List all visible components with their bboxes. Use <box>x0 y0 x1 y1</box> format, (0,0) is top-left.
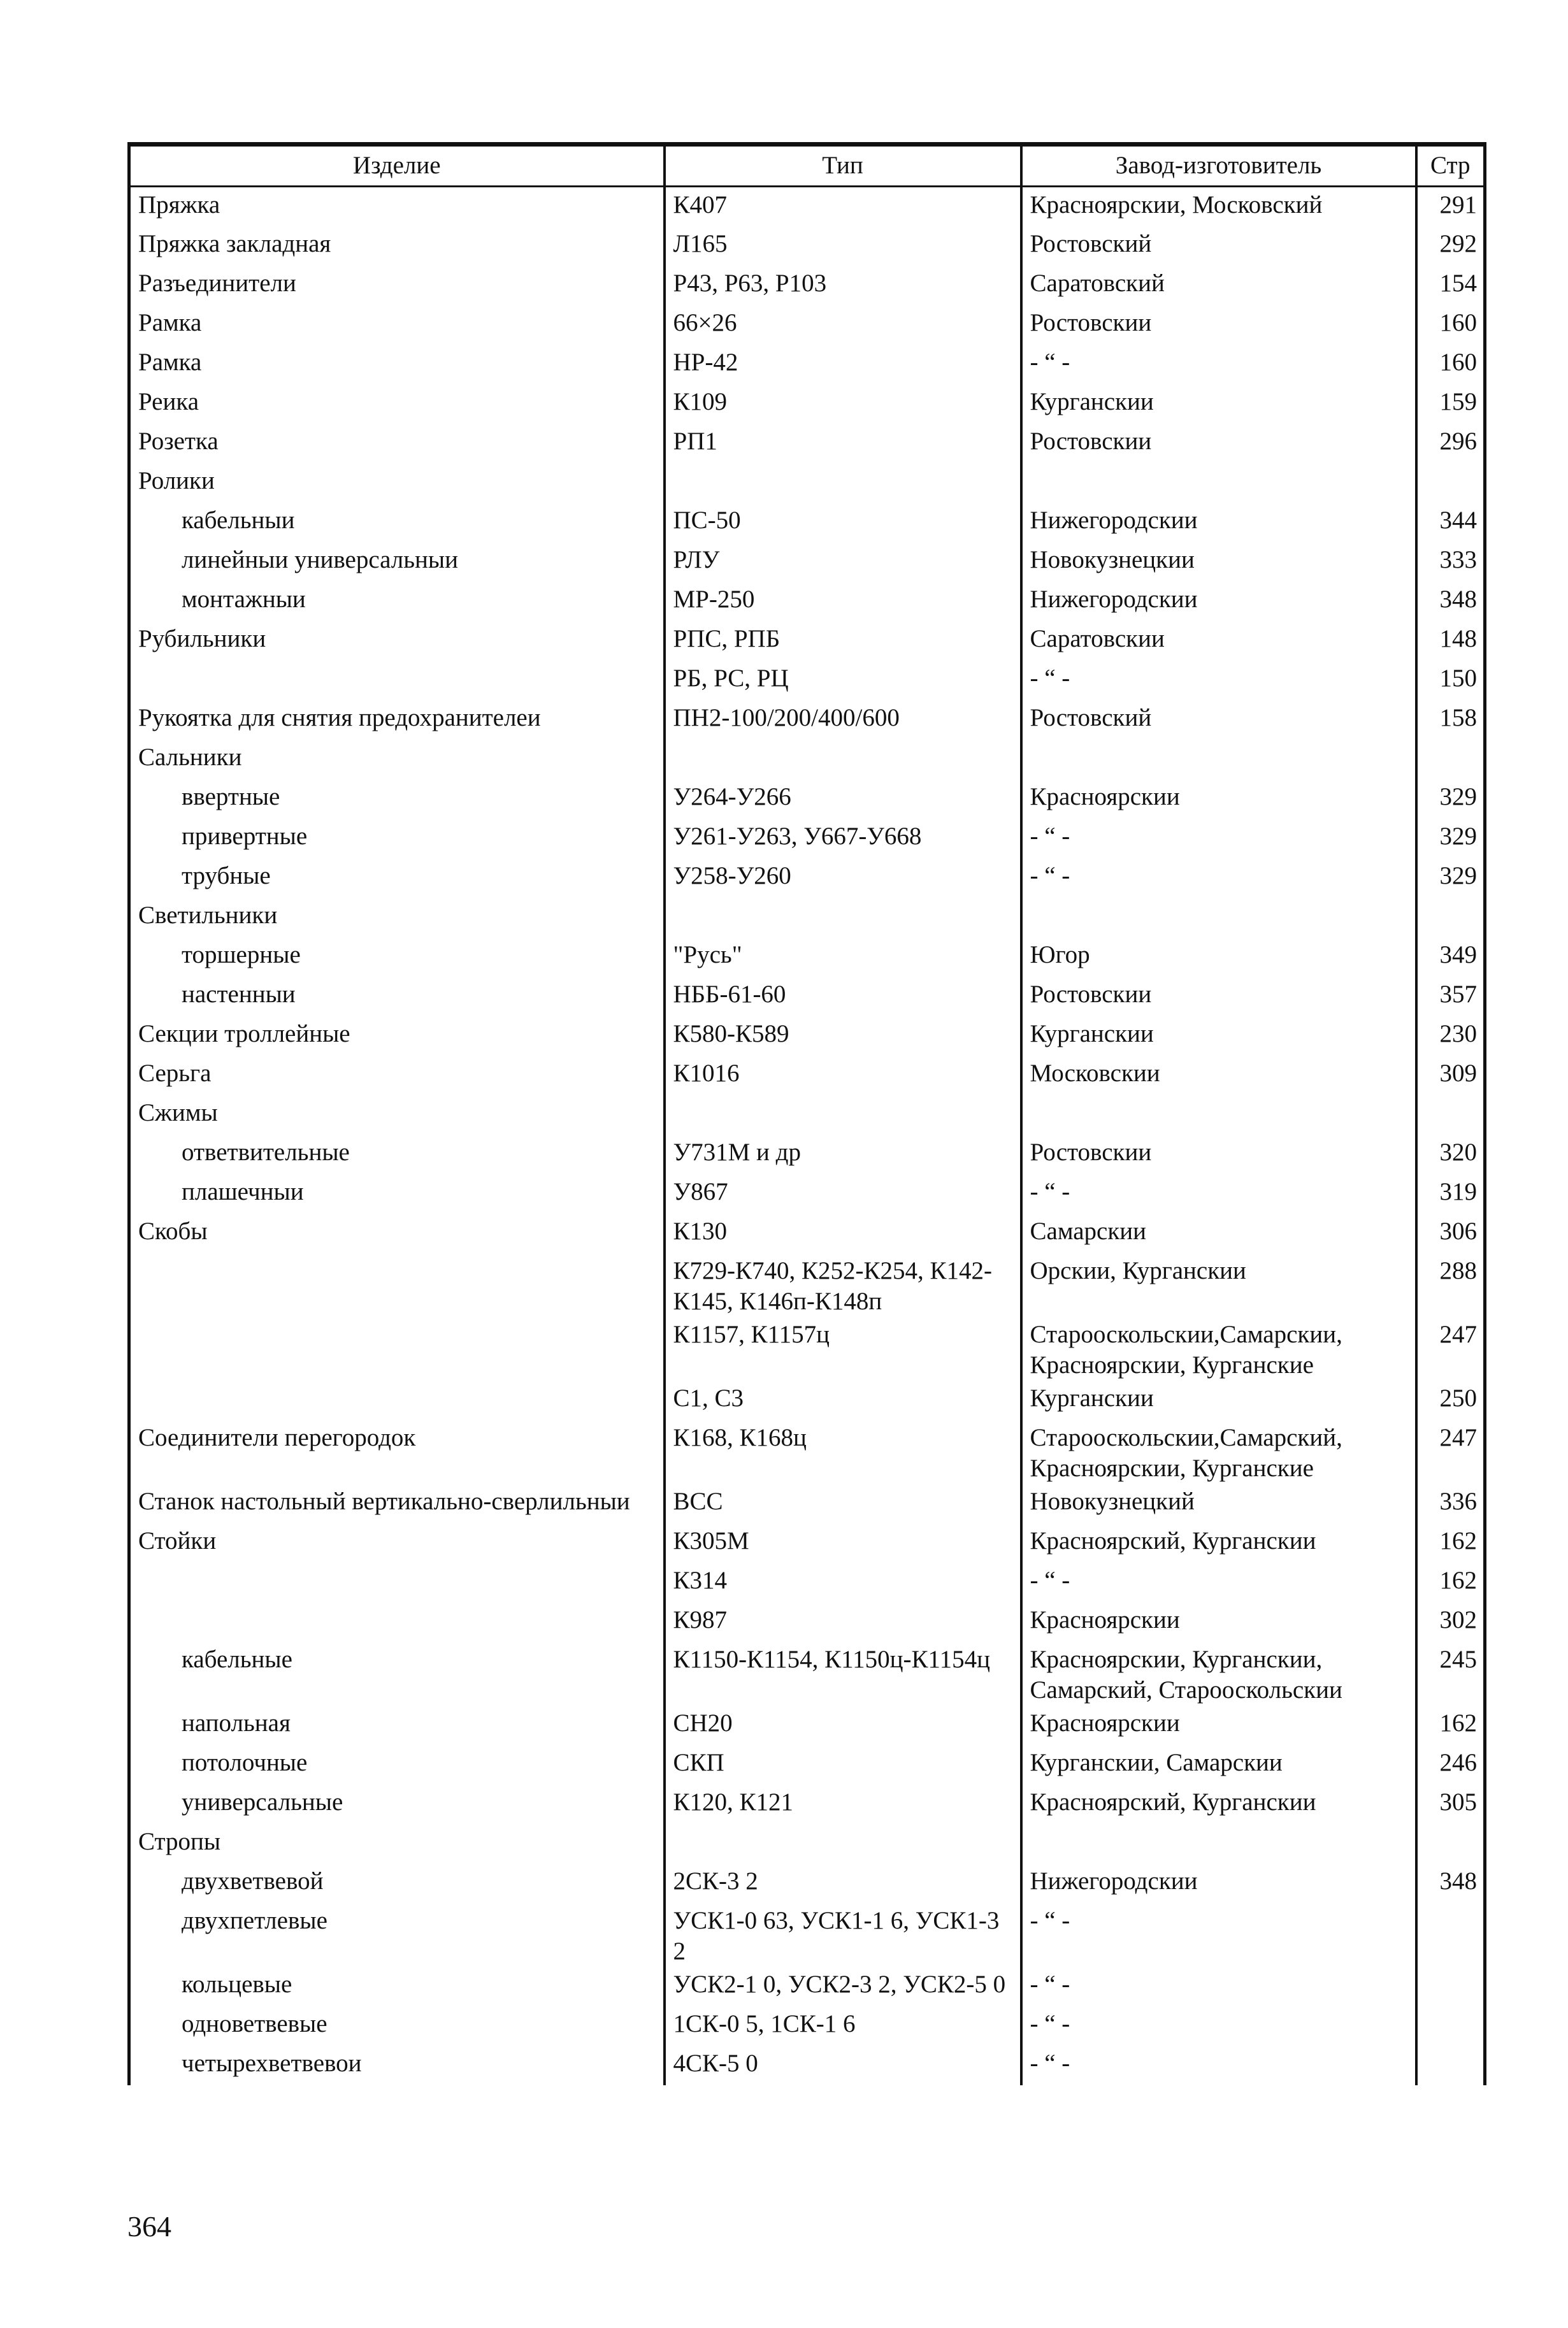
cell-type: К1150-К1154, К1150ц-К1154ц <box>665 1642 1021 1706</box>
cell-product: монтажныи <box>129 582 665 621</box>
cell-product: трубные <box>129 858 665 898</box>
cell-manufacturer: Югор <box>1021 937 1416 977</box>
cell-manufacturer <box>1021 1095 1416 1135</box>
cell-manufacturer: Красноярскии <box>1021 1706 1416 1745</box>
cell-page: 250 <box>1416 1381 1485 1420</box>
cell-product: напольная <box>129 1706 665 1745</box>
cell-product: Серьга <box>129 1056 665 1095</box>
cell-product: плашечныи <box>129 1174 665 1214</box>
cell-manufacturer: Ростовский <box>1021 226 1416 266</box>
cell-product: Рамка <box>129 305 665 345</box>
cell-page: 230 <box>1416 1016 1485 1056</box>
table-row <box>129 1095 1485 1135</box>
table-row <box>129 740 1485 779</box>
table-row <box>129 819 1485 858</box>
cell-type: УСК1-0 63, УСК1-1 6, УСК1-3 2 <box>665 1903 1021 1967</box>
table-row <box>129 1523 1485 1563</box>
table-row <box>129 621 1485 661</box>
cell-type <box>665 463 1021 503</box>
cell-page: 162 <box>1416 1706 1485 1745</box>
cell-product: Розетка <box>129 424 665 463</box>
cell-manufacturer: Старооскольскии,Самарскии, Красноярскии, Курганские <box>1021 1317 1416 1381</box>
cell-product: настенныи <box>129 977 665 1016</box>
page-number: 364 <box>127 2210 171 2243</box>
cell-manufacturer <box>1021 463 1416 503</box>
cell-type: К987 <box>665 1602 1021 1642</box>
table-row <box>129 1135 1485 1174</box>
cell-page <box>1416 2046 1485 2085</box>
cell-manufacturer <box>1021 898 1416 937</box>
cell-type: К130 <box>665 1214 1021 1253</box>
cell-product: ответвительные <box>129 1135 665 1174</box>
cell-type: 2СК-3 2 <box>665 1864 1021 1903</box>
cell-manufacturer: Новокузнецкии <box>1021 542 1416 582</box>
cell-type: С1, С3 <box>665 1381 1021 1420</box>
cell-page <box>1416 1903 1485 1967</box>
table-row <box>129 779 1485 819</box>
cell-page: 349 <box>1416 937 1485 977</box>
cell-page: 333 <box>1416 542 1485 582</box>
cell-manufacturer: - “ - <box>1021 858 1416 898</box>
table-row <box>129 1381 1485 1420</box>
cell-manufacturer: Новокузнецкий <box>1021 1484 1416 1523</box>
table-row <box>129 1864 1485 1903</box>
cell-type: У261-У263, У667-У668 <box>665 819 1021 858</box>
cell-product: одноветвевые <box>129 2006 665 2046</box>
table-row <box>129 1016 1485 1056</box>
cell-type: 1СК-0 5, 1СК-1 6 <box>665 2006 1021 2046</box>
cell-product <box>129 1602 665 1642</box>
cell-page: 309 <box>1416 1056 1485 1095</box>
cell-type: Р43, Р63, Р103 <box>665 266 1021 305</box>
cell-product: Светильники <box>129 898 665 937</box>
cell-page: 357 <box>1416 977 1485 1016</box>
table-row <box>129 1214 1485 1253</box>
cell-product: Стойки <box>129 1523 665 1563</box>
cell-page: 247 <box>1416 1420 1485 1484</box>
table-row <box>129 858 1485 898</box>
cell-type: К729-К740, К252-К254, К142-К145, К146п-К148п <box>665 1253 1021 1317</box>
table-row <box>129 463 1485 503</box>
cell-product: Сальники <box>129 740 665 779</box>
cell-manufacturer: Ростовскии <box>1021 1135 1416 1174</box>
cell-manufacturer: Красноярскии, Московский <box>1021 187 1416 226</box>
cell-page: 296 <box>1416 424 1485 463</box>
cell-type: К305М <box>665 1523 1021 1563</box>
table-row <box>129 345 1485 384</box>
cell-type: К120, К121 <box>665 1785 1021 1824</box>
cell-manufacturer: Красноярскии, Курганскии, Самарский, Старооскольскии <box>1021 1642 1416 1706</box>
cell-manufacturer: Ростовскии <box>1021 305 1416 345</box>
cell-page <box>1416 1824 1485 1864</box>
cell-product: Рамка <box>129 345 665 384</box>
table-row <box>129 977 1485 1016</box>
table-row <box>129 1706 1485 1745</box>
cell-type: ПН2-100/200/400/600 <box>665 700 1021 740</box>
cell-manufacturer: - “ - <box>1021 1563 1416 1602</box>
cell-type: К314 <box>665 1563 1021 1602</box>
table-row <box>129 2046 1485 2085</box>
table-row <box>129 1056 1485 1095</box>
cell-page: 245 <box>1416 1642 1485 1706</box>
table-row <box>129 1785 1485 1824</box>
cell-manufacturer: Ростовский <box>1021 700 1416 740</box>
table-row <box>129 266 1485 305</box>
table-row <box>129 1484 1485 1523</box>
table-row <box>129 1253 1485 1317</box>
cell-page: 246 <box>1416 1745 1485 1785</box>
cell-product: привертные <box>129 819 665 858</box>
cell-type: Л165 <box>665 226 1021 266</box>
cell-page: 292 <box>1416 226 1485 266</box>
cell-manufacturer: Курганскии, Самарскии <box>1021 1745 1416 1785</box>
cell-page <box>1416 1095 1485 1135</box>
table-row <box>129 1174 1485 1214</box>
cell-product: Соединители перегородок <box>129 1420 665 1484</box>
cell-type <box>665 898 1021 937</box>
cell-manufacturer: Московскии <box>1021 1056 1416 1095</box>
cell-page: 348 <box>1416 582 1485 621</box>
table-row <box>129 226 1485 266</box>
cell-page: 162 <box>1416 1523 1485 1563</box>
table-row <box>129 1967 1485 2006</box>
cell-product: Реика <box>129 384 665 424</box>
cell-page: 302 <box>1416 1602 1485 1642</box>
catalog-table-container <box>127 142 1483 2085</box>
cell-manufacturer: Нижегородскии <box>1021 503 1416 542</box>
table-row <box>129 1563 1485 1602</box>
cell-type: К109 <box>665 384 1021 424</box>
cell-page: 148 <box>1416 621 1485 661</box>
cell-page: 160 <box>1416 345 1485 384</box>
cell-product: Секции троллейные <box>129 1016 665 1056</box>
cell-page: 329 <box>1416 858 1485 898</box>
cell-type: К580-К589 <box>665 1016 1021 1056</box>
cell-type: ВСС <box>665 1484 1021 1523</box>
cell-product <box>129 1253 665 1317</box>
cell-product: Рубильники <box>129 621 665 661</box>
cell-page: 288 <box>1416 1253 1485 1317</box>
cell-manufacturer: - “ - <box>1021 819 1416 858</box>
cell-product: четырехветвевои <box>129 2046 665 2085</box>
cell-type: РБ, РС, РЦ <box>665 661 1021 700</box>
cell-type: К1157, К1157ц <box>665 1317 1021 1381</box>
cell-product: двухветвевой <box>129 1864 665 1903</box>
cell-type: К168, К168ц <box>665 1420 1021 1484</box>
table-row <box>129 937 1485 977</box>
cell-page: 348 <box>1416 1864 1485 1903</box>
cell-type: НР-42 <box>665 345 1021 384</box>
table-row <box>129 424 1485 463</box>
table-row <box>129 661 1485 700</box>
cell-manufacturer <box>1021 1824 1416 1864</box>
cell-product: кольцевые <box>129 1967 665 2006</box>
cell-manufacturer: Красноярскии <box>1021 779 1416 819</box>
cell-product: двухпетлевые <box>129 1903 665 1967</box>
cell-product: ввертные <box>129 779 665 819</box>
cell-page: 336 <box>1416 1484 1485 1523</box>
cell-manufacturer: Красноярский, Курганскии <box>1021 1785 1416 1824</box>
cell-product: универсальные <box>129 1785 665 1824</box>
cell-type: ПС-50 <box>665 503 1021 542</box>
header-page: Стр <box>1416 145 1485 187</box>
cell-page: 160 <box>1416 305 1485 345</box>
cell-type: УСК2-1 0, УСК2-3 2, УСК2-5 0 <box>665 1967 1021 2006</box>
table-row <box>129 1903 1485 1967</box>
table-row <box>129 305 1485 345</box>
cell-page: 158 <box>1416 700 1485 740</box>
table-row <box>129 1420 1485 1484</box>
cell-product: Пряжка <box>129 187 665 226</box>
cell-page: 150 <box>1416 661 1485 700</box>
cell-manufacturer: Красноярский, Курганскии <box>1021 1523 1416 1563</box>
cell-manufacturer: Ростовскии <box>1021 424 1416 463</box>
table-row <box>129 384 1485 424</box>
cell-type: РПС, РПБ <box>665 621 1021 661</box>
cell-product: Пряжка закладная <box>129 226 665 266</box>
cell-page: 319 <box>1416 1174 1485 1214</box>
table-row <box>129 542 1485 582</box>
cell-type <box>665 1824 1021 1864</box>
cell-manufacturer: Красноярскии <box>1021 1602 1416 1642</box>
cell-type: РЛУ <box>665 542 1021 582</box>
cell-page: 247 <box>1416 1317 1485 1381</box>
cell-page: 320 <box>1416 1135 1485 1174</box>
cell-page: 306 <box>1416 1214 1485 1253</box>
cell-product <box>129 1563 665 1602</box>
table-header-row <box>129 145 1485 187</box>
cell-product: кабельные <box>129 1642 665 1706</box>
cell-type: У264-У266 <box>665 779 1021 819</box>
cell-type: НББ-61-60 <box>665 977 1021 1016</box>
cell-product: торшерные <box>129 937 665 977</box>
cell-product <box>129 661 665 700</box>
cell-product: Станок настольный вертикально-сверлильныи <box>129 1484 665 1523</box>
cell-type: 4СК-5 0 <box>665 2046 1021 2085</box>
cell-manufacturer: - “ - <box>1021 661 1416 700</box>
cell-type: К407 <box>665 187 1021 226</box>
cell-product: кабельныи <box>129 503 665 542</box>
cell-manufacturer: - “ - <box>1021 1967 1416 2006</box>
cell-manufacturer: - “ - <box>1021 2006 1416 2046</box>
cell-type: У731М и др <box>665 1135 1021 1174</box>
table-row <box>129 503 1485 542</box>
table-row <box>129 2006 1485 2046</box>
cell-type: У867 <box>665 1174 1021 1214</box>
cell-type <box>665 740 1021 779</box>
cell-manufacturer: Ростовскии <box>1021 977 1416 1016</box>
cell-product: потолочные <box>129 1745 665 1785</box>
table-row <box>129 700 1485 740</box>
cell-type: РП1 <box>665 424 1021 463</box>
cell-product: Скобы <box>129 1214 665 1253</box>
cell-manufacturer: Курганскии <box>1021 1016 1416 1056</box>
table-row <box>129 582 1485 621</box>
cell-type: МР-250 <box>665 582 1021 621</box>
cell-manufacturer: Орскии, Курганскии <box>1021 1253 1416 1317</box>
table-row <box>129 1317 1485 1381</box>
cell-type: 66×26 <box>665 305 1021 345</box>
catalog-table <box>127 142 1486 2085</box>
cell-product <box>129 1381 665 1420</box>
table-row <box>129 1642 1485 1706</box>
cell-manufacturer: - “ - <box>1021 345 1416 384</box>
cell-product: Ролики <box>129 463 665 503</box>
cell-page: 329 <box>1416 819 1485 858</box>
cell-page <box>1416 2006 1485 2046</box>
cell-type <box>665 1095 1021 1135</box>
cell-page: 162 <box>1416 1563 1485 1602</box>
header-type: Тип <box>665 145 1021 187</box>
cell-page <box>1416 463 1485 503</box>
cell-product: Рукоятка для снятия предохранителеи <box>129 700 665 740</box>
table-row <box>129 187 1485 226</box>
cell-manufacturer <box>1021 740 1416 779</box>
cell-manufacturer: Саратовский <box>1021 266 1416 305</box>
cell-page <box>1416 1967 1485 2006</box>
cell-type: К1016 <box>665 1056 1021 1095</box>
cell-manufacturer: Курганскии <box>1021 384 1416 424</box>
cell-page: 159 <box>1416 384 1485 424</box>
cell-type: СКП <box>665 1745 1021 1785</box>
header-product: Изделие <box>129 145 665 187</box>
header-manufacturer: Завод-изготовитель <box>1021 145 1416 187</box>
table-row <box>129 1745 1485 1785</box>
cell-page: 344 <box>1416 503 1485 542</box>
cell-manufacturer: - “ - <box>1021 1903 1416 1967</box>
cell-page <box>1416 898 1485 937</box>
cell-page: 154 <box>1416 266 1485 305</box>
cell-manufacturer: Самарскии <box>1021 1214 1416 1253</box>
cell-page <box>1416 740 1485 779</box>
cell-product: Разъединители <box>129 266 665 305</box>
cell-manufacturer: Нижегородскии <box>1021 1864 1416 1903</box>
table-row <box>129 1602 1485 1642</box>
cell-manufacturer: - “ - <box>1021 2046 1416 2085</box>
cell-type: У258-У260 <box>665 858 1021 898</box>
cell-page: 291 <box>1416 187 1485 226</box>
cell-product: линейныи универсальныи <box>129 542 665 582</box>
table-row <box>129 898 1485 937</box>
cell-product: Сжимы <box>129 1095 665 1135</box>
cell-manufacturer: Саратовскии <box>1021 621 1416 661</box>
cell-manufacturer: Старооскольскии,Самарский, Красноярскии, Курганские <box>1021 1420 1416 1484</box>
cell-page: 329 <box>1416 779 1485 819</box>
table-row <box>129 1824 1485 1864</box>
cell-manufacturer: - “ - <box>1021 1174 1416 1214</box>
cell-page: 305 <box>1416 1785 1485 1824</box>
cell-type: "Русь" <box>665 937 1021 977</box>
cell-manufacturer: Нижегородскии <box>1021 582 1416 621</box>
cell-manufacturer: Курганскии <box>1021 1381 1416 1420</box>
cell-type: СН20 <box>665 1706 1021 1745</box>
cell-product <box>129 1317 665 1381</box>
cell-product: Стропы <box>129 1824 665 1864</box>
